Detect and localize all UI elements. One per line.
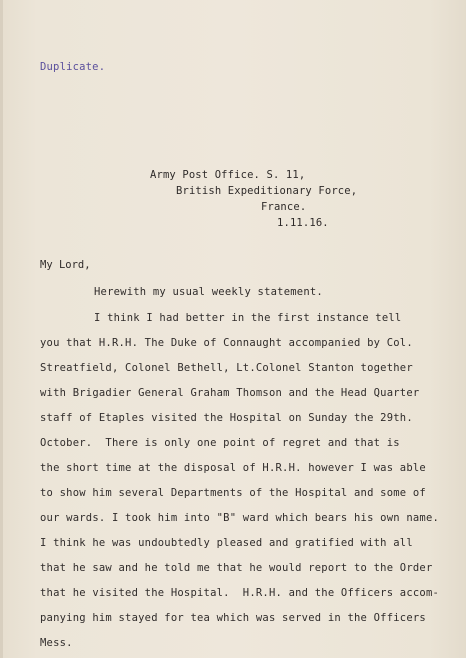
body-line: October. There is only one point of regret and that is [40,437,400,449]
body-line: that he saw and he told me that he would report to the Order [40,562,433,574]
duplicate-mark: Duplicate. [40,61,106,73]
body-line: with Brigadier General Graham Thomson and the Head Quarter [40,387,420,399]
body-line: to show him several Departments of the Hospital and some of [40,487,426,499]
body-line: Herewith my usual weekly statement. [94,286,323,298]
body-line: Mess. [40,637,73,649]
body-line: I think I had better in the first instance tell [94,312,402,324]
body-line: our wards. I took him into "B" ward which bears his own name. [40,512,440,524]
body-line: that he visited the Hospital. H.R.H. and the Officers accom- [40,587,440,599]
address-line-2: British Expeditionary Force, [176,185,358,197]
salutation: My Lord, [40,259,91,271]
body-line: the short time at the disposal of H.R.H. however I was able [40,462,426,474]
body-line: staff of Etaples visited the Hospital on Sunday the 29th. [40,412,413,424]
address-line-3: France. [261,201,307,213]
address-line-1: Army Post Office. S. 11, [150,169,306,181]
body-line: panying him stayed for tea which was served in the Officers [40,612,426,624]
body-line: Streatfield, Colonel Bethell, Lt.Colonel Stanton together [40,362,413,374]
body-line: you that H.R.H. The Duke of Connaught accompanied by Col. [40,337,413,349]
page-edge [0,0,3,658]
body-line: I think he was undoubtedly pleased and gratified with all [40,537,413,549]
letter-date: 1.11.16. [277,217,329,229]
